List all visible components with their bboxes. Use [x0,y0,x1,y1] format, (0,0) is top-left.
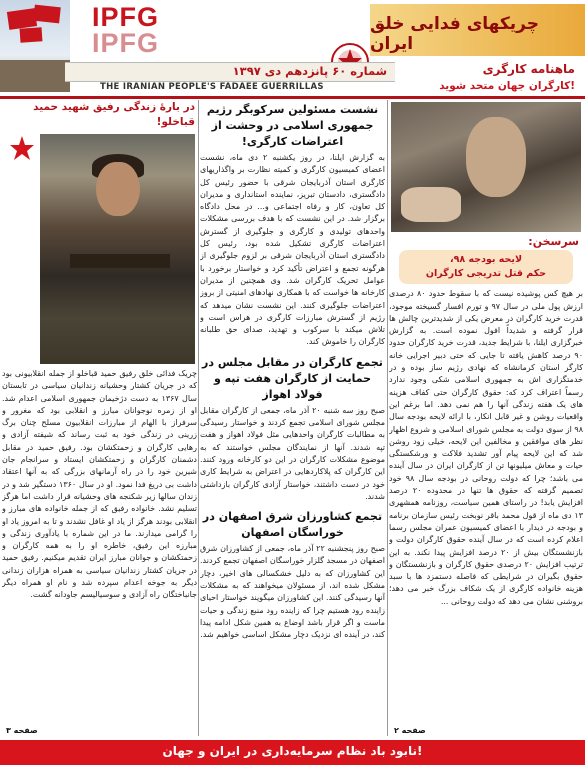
news-text-2: صبح روز سه شنبه ۲۰ آذر ماه، جمعی از کارگران مقابل مجلس شورای اسلامی تجمع کردند و خواستار رسیدگی به مطالبات کارگران واحدهایی مثل فولاد اهواز و هفت تپه شدند. آنها از نمایندگان مجلس خواستند که به موضوع مشکلات کارگران در این دو کارخانه ورود کنند. این کارگران که پلاکاردهایی در اعتراض به شرایط کاری خود در دست داشتند، خواستار آزادی کارگران بازداشتی شدند. [200,405,385,501]
footer-slogan: نابود باد نظام سرمایه‌داری در ایران و جهان! [162,744,423,758]
brand-logo-text-shadow: IPFG [92,28,160,58]
editorial-title-box [399,250,573,284]
editorial-label: سرسخن: [528,235,579,248]
bio-heading: در بارهٔ زندگی رفیق شهید حمید قباخلو! [33,101,195,128]
news-text-1: به گزارش ایلنا، در روز یکشنبه ۲ دی ماه، نشست اعضای کمیسیون کارگری و کمیته نظارت بر واگذاریهای کارگری استان آذربایجان شرقی با حضور رئیس کل دادگستری، دادستان تبریز، نماینده استانداری و مدیران کل تعاون، کار و رفاه اجتماعی و... در محل دادگاه برگزار شد. در این نشست که با هدف بررسی مشکلات واحدهای تولیدی و کارگری و جلوگیری از گسترش اعتراضات کارگری تشکیل شده بود، رئیس کل دادگستری استان آذربایجان شرقی بر لزوم جلوگیری از هرگونه تجمع و اعتراض تأکید کرد و خواستار برخورد با عوامل تحریک کارگران شد. وی همچنین از مدیران کارخانه ها خواست که با همکاری نهادهای امنیتی از بروز اعتراضات جلوگیری کنند. این نشست نشان میدهد که رژیم از گسترش مبارزات کارگری در هراس است و تلاش میکند با سرکوب و تهدید، صدای حق طلبانه کارگران را خاموش کند. [200,153,385,347]
flags-photo [0,0,70,92]
news-headline-2: تجمع کارگران در مقابل مجلس در حمایت از کارگران هفت تپه و فولاد اهواز [202,355,383,401]
english-tagline: THE IRANIAN PEOPLE'S FADAEE GUERRILLAS [100,82,324,92]
issue-bar [65,62,395,82]
column-divider [198,100,199,736]
news-headline-3: تجمع کشاورزان شرق اصفهان در خوراسگان اصفهان [202,510,383,540]
news-column [200,100,385,738]
news-text-3: صبح روز پنجشنبه ۲۲ آذر ماه، جمعی از کشاورزان شرق اصفهان در مسجد گلزار خوراسگان اصفهان تجمع کردند. این کشاورزان که به دلیل خشکسالی های اخیر، دچار مشکل شده اند، از مسئولان میخواهند که به مشکلات آنها رسیدگی کنند. این کشاورزان میگویند خواستار احیای زاینده رود هستیم چرا که زاینده رود منبع زندگی و حیات ماست و اگر قرار باشد اوضاع به همین شکل ادامه پیدا کند، در آینده ای نزدیک دچار مشکل اساسی خواهیم شد. [200,544,385,640]
page-label-2: صفحه ۲ [394,726,426,735]
martyr-portrait [40,134,195,364]
editorial-column [389,100,583,738]
editorial-title-line2: حکم قتل تدریجی کارگران [425,268,547,280]
editorial-text: بر هیچ کس پوشیده نیست که با سقوط حدود ۸۰ درصدی ارزش پول ملی در سال ۹۷ و تورم افسار گسیخته موجود، قدرت خرید کارگران در معرض یکی از شدیدترین چالش ها قرار گرفته و شدیداً افول نموده است. به گزارش خبرگزاری ایلنا، با شرایط جدید، قدرت خرید کارگران حدود ۹۰ درصد کاهش یافته تا جایی که حتی دبیر اجرایی خانه کارگر استان کرمانشاه که نهادی رژیم ساز بوده و در خدمتگزاری اش به جمهوری اسلامی شکی وجود ندارد رسماً اعتراف کرد که: حقوق کارگران حتی کفاف هزینه های یک هفته زندگی آنها را هم نمی دهد. اما برغم این واقعیات روشن و غیر قابل انکار، با ارائه لایحه بودجه سال ۹۸ از سوی دولت به مجلس شورای اسلامی و شروع اظهار نظر های موافقین و مخالفین این لایحه، خیلی زود روشن شد که این لایحه پیام آور تشدید فلاکت و ورشکستگی حیات و معاش میلیونها تن از کارگران ایران در سال آینده می باشد؛ چرا که دولت روحانی در بودجه سال ۹۸ خود تصمیم گرفته که حقوق ها تنها در محدوده ۲۰ درصد افزایش یابد! در راستای همین سیاست، روزنامه همشهری ۱۳ دی ماه از قول محمد باقر نوبخت رئیس سازمان برنامه و بودجه در دیدار با اعضای کمیسیون عمران مجلس رسما اعلام کرده است که در سال آینده حقوق کارگران دولت و بازنشستگان بیش از ۲۰ درصد افزایش پیدا نکند. به این ترتیب افزایش ۲۰ درصدی حقوق کارگران و بازنشستگان و حقوق بگیران در شرایطی که فاصله دستمزد ها با سبد هزینه خانواده کارگری از یک شکاف بزرگ خبر می دهد؛ بروشنی نشان می دهد که دولت روحانی ... [389,289,583,606]
child-photo [391,102,581,232]
editorial-title-line1: لایحه بودجه ۹۸، [449,254,523,266]
masthead [0,0,585,100]
bio-text: چریک فدائی خلق رفیق حمید قباخلو از جمله انقلابیونی بود که در جریان کشتار وحشیانه زندانیان سیاسی در تابستان سال ۱۳۶۷ به دست دژخیمان جمهوری اسلامی اعدام شد. او از زمره نوجوانان مبارز و انقلابی بود که مغرور و سرفراز با الهام از مبارزات انقلابیون مسلح چنان برگ زرینی در زندگی خود به ثبت رساند که شیفته آزادی و رهایی کارگران و زحمتکشان بود. رفیق حمید در مقابل دشمنان کارگران و زحمتکشان ایستاد و سرانجام جان شیرین خود را در راه آرمانهای بزرگی که به آنها اعتقاد داشت بی دریغ فدا نمود. او در سال ۱۳۶۰ دستگیر شد و در زندان سالها زیر شکنجه های وحشیانه قرار داشت اما هرگز تسلیم نشد. خانواده رفیق که از جمله خانواده های مبارز و انقلابی بودند هرگز از یاد او غافل نشدند و تا به امروز یاد او را گرامی میدارند. ما در این شماره با یادآوری زندگی و مبارزه این رفیق، خاطره او را به همه کارگران و زحمتکشان و جوانان مبارز ایران تقدیم میکنیم. رفیق حمید در جریان کشتار زندانیان سیاسی به همراه هزاران زندانی دیگر به جوخه اعدام سپرده شد و نام او همراه دیگر جانباختگان راه آزادی و سوسیالیسم جاودانه گشت. [2,369,197,600]
red-star-icon [9,135,35,161]
page-label-3: صفحه ۳ [6,726,38,735]
workers-slogan: کارگران جهان متحد شوید! [439,80,575,92]
brand-logo-text: IPFG [92,2,160,32]
bio-column [2,100,197,738]
news-headline-1: نشست مسئولین سرکوبگر رژیم جمهوری اسلامی در وحشت از اعتراضات کارگری! [206,103,379,148]
title-band [370,4,585,56]
org-title: چریکهای فدایی خلق ایران [370,14,539,54]
monthly-label: ماهنامه کارگری [482,62,575,76]
footer-banner [0,740,585,765]
header-divider [0,96,585,99]
column-divider [387,100,388,736]
issue-number: شماره ۶۰ پانزدهم دی ۱۳۹۷ [232,64,387,78]
